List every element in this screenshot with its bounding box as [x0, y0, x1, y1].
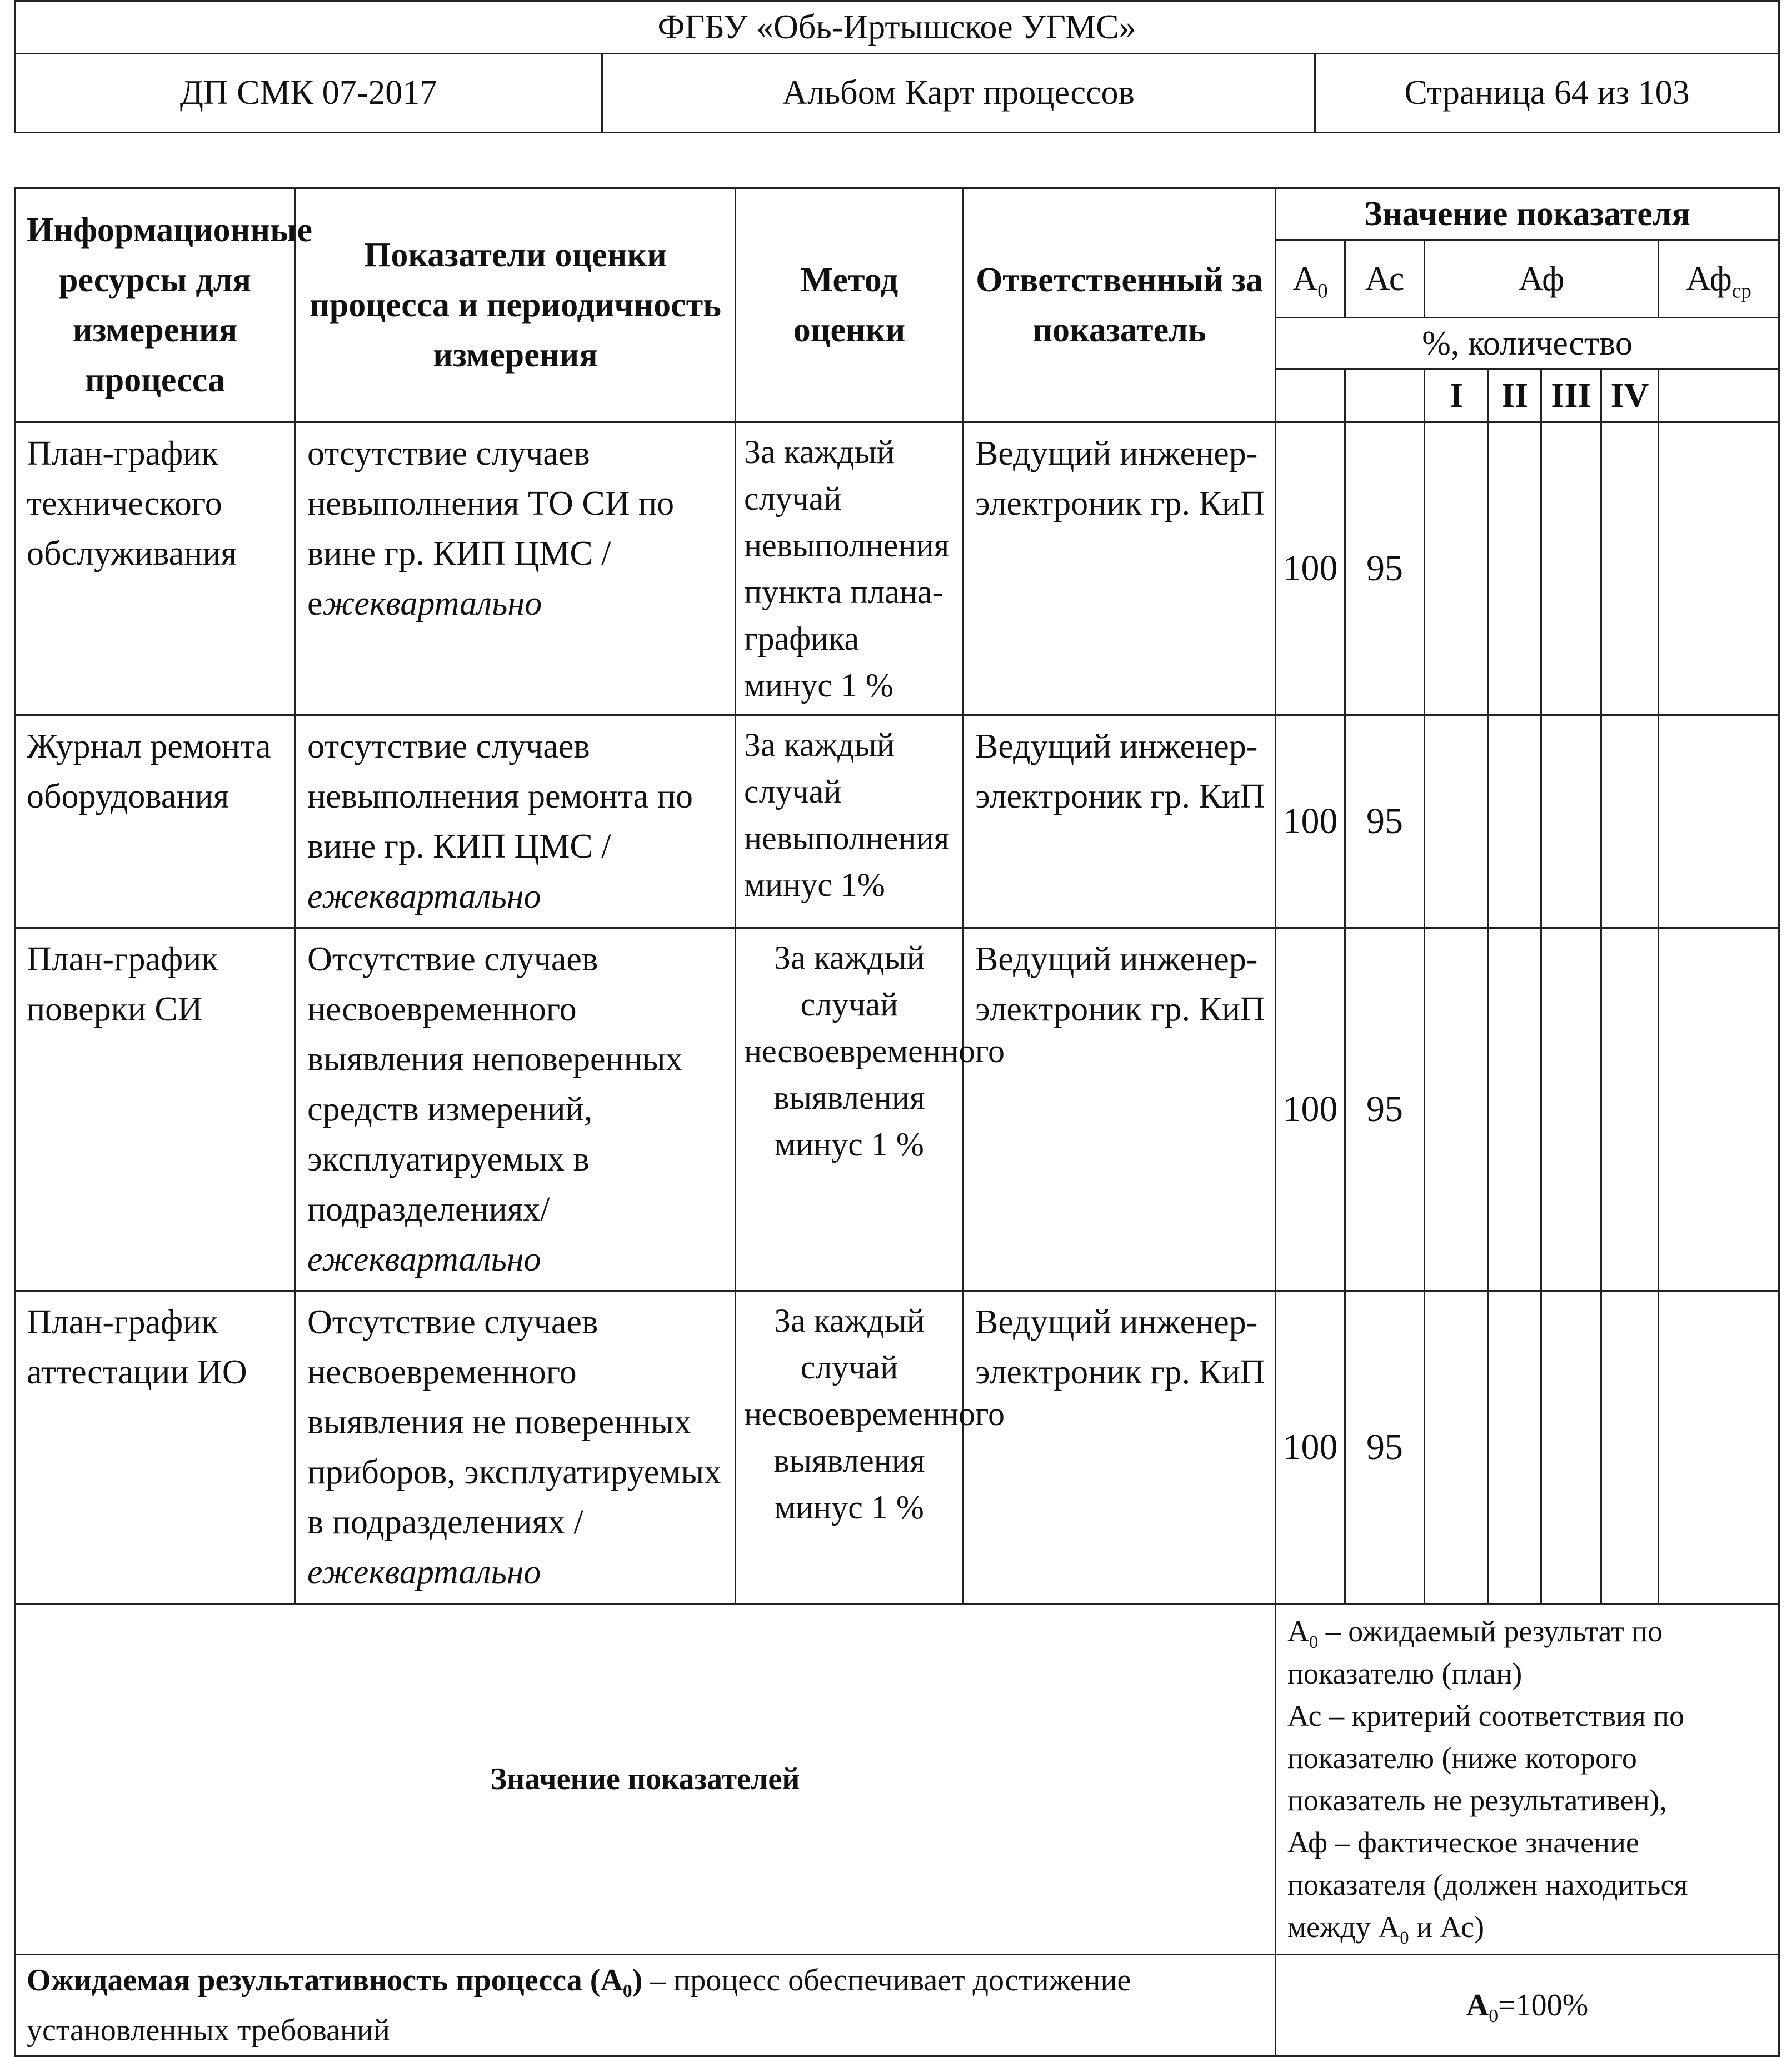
col-header-resources: Информационные ресурсы для измерения процесса [15, 188, 296, 422]
row-q1 [1425, 928, 1489, 1291]
expected-effectiveness-value: $А_0=100\%$ [1276, 1955, 1779, 2056]
row-q2 [1489, 928, 1541, 1291]
album-title: Альбом Карт процессов [602, 54, 1315, 133]
col-header-units: %, количество [1276, 318, 1779, 370]
row-a0: 100 [1276, 1291, 1345, 1604]
legend-a0: $А_0$ – ожидаемый результат по показателю (план) [1287, 1615, 1663, 1690]
col-header-a0: $А_0$ [1276, 240, 1345, 318]
row-q4 [1601, 715, 1659, 928]
col-header-indicators: Показатели оценки процесса и периодичность измерения [296, 188, 736, 422]
row-resource: Журнал ремонта оборудования [15, 715, 296, 928]
row-q3 [1541, 422, 1601, 715]
row-responsible: Ведущий инженер-электроник гр. КиП [964, 1291, 1276, 1604]
row-q3 [1541, 1291, 1601, 1604]
row-indicator: Отсутствие случаев несвоевременного выявления не поверенных приборов, эксплуатируемых в подразделениях /ежеквартально [296, 1291, 736, 1604]
row-afcp [1659, 422, 1779, 715]
col-header-value-group: Значение показателя [1276, 188, 1779, 240]
row-responsible: Ведущий инженер-электроник гр. КиП [964, 928, 1276, 1291]
row-a0: 100 [1276, 422, 1345, 715]
table-row [15, 422, 1779, 715]
row-indicator: Отсутствие случаев несвоевременного выявления неповеренных средств измерений, эксплуатируемых в подразделениях/ежеквартально [296, 928, 736, 1291]
row-q4 [1601, 422, 1659, 715]
legend-af: Аф – фактическое значение показателя (должен находиться между $А_0$ и Ас) [1287, 1826, 1688, 1948]
row-ac: 95 [1345, 422, 1425, 715]
row-q1 [1425, 1291, 1489, 1604]
row-indicator: отсутствие случаев невыполнения ремонта по вине гр. КИП ЦМС /ежеквартально [296, 715, 736, 928]
row-method: За каждый случай невыполнения пункта плана-графика минус 1 % [736, 422, 964, 715]
row-a0: 100 [1276, 928, 1345, 1291]
row-a0: 100 [1276, 715, 1345, 928]
col-header-responsible: Ответственный за показатель [964, 188, 1276, 422]
row-q4 [1601, 928, 1659, 1291]
row-q2 [1489, 1291, 1541, 1604]
row-resource: План-график поверки СИ [15, 928, 296, 1291]
row-ac: 95 [1345, 928, 1425, 1291]
col-header-method: Метод оценки [736, 188, 964, 422]
table-row [15, 1291, 1779, 1604]
document-header [14, 0, 1780, 133]
col-header-quarter-4: IV [1601, 370, 1659, 422]
col-header-ac: Ас [1345, 240, 1425, 318]
row-afcp [1659, 715, 1779, 928]
row-afcp [1659, 1291, 1779, 1604]
page-number: Страница 64 из 103 [1315, 54, 1779, 133]
col-header-blank-a0 [1276, 370, 1345, 422]
row-q2 [1489, 715, 1541, 928]
table-row [15, 928, 1779, 1291]
row-indicator: отсутствие случаев невыполнения ТО СИ по вине гр. КИП ЦМС /ежеквартально [296, 422, 736, 715]
row-resource: План-график аттестации ИО [15, 1291, 296, 1604]
legend-ac: Ас – критерий соответствия по показателю (ниже которого показатель не результативен), [1287, 1699, 1685, 1817]
legend-definitions [1276, 1604, 1779, 1955]
row-q3 [1541, 715, 1601, 928]
row-q1 [1425, 715, 1489, 928]
expected-effectiveness: Ожидаемая результативность процесса $(А_0)$ – процесс обеспечивает достижение установленных требований [15, 1955, 1276, 2056]
col-header-blank-ac [1345, 370, 1425, 422]
col-header-af: Аф [1425, 240, 1659, 318]
row-ac: 95 [1345, 715, 1425, 928]
row-q2 [1489, 422, 1541, 715]
row-resource: План-график технического обслуживания [15, 422, 296, 715]
table-row [15, 715, 1779, 928]
col-header-quarter-3: III [1541, 370, 1601, 422]
row-ac: 95 [1345, 1291, 1425, 1604]
row-afcp [1659, 928, 1779, 1291]
document-code: ДП СМК 07-2017 [15, 54, 602, 133]
col-header-blank-afcp [1659, 370, 1779, 422]
process-indicators-table [14, 187, 1780, 2057]
row-q4 [1601, 1291, 1659, 1604]
col-header-afcp: $Аф_{ср}$ [1659, 240, 1779, 318]
legend-label: Значение показателей [15, 1604, 1276, 1955]
row-responsible: Ведущий инженер-электроник гр. КиП [964, 715, 1276, 928]
row-method: За каждый случай невыполнения минус 1% [736, 715, 964, 928]
row-q3 [1541, 928, 1601, 1291]
row-responsible: Ведущий инженер-электроник гр. КиП [964, 422, 1276, 715]
organization-name: ФГБУ «Обь-Иртышское УГМС» [15, 1, 1779, 54]
row-method: За каждый случай несвоевременного выявления минус 1 % [736, 928, 964, 1291]
col-header-quarter-1: I [1425, 370, 1489, 422]
col-header-quarter-2: II [1489, 370, 1541, 422]
row-method: За каждый случай несвоевременного выявления минус 1 % [736, 1291, 964, 1604]
row-q1 [1425, 422, 1489, 715]
